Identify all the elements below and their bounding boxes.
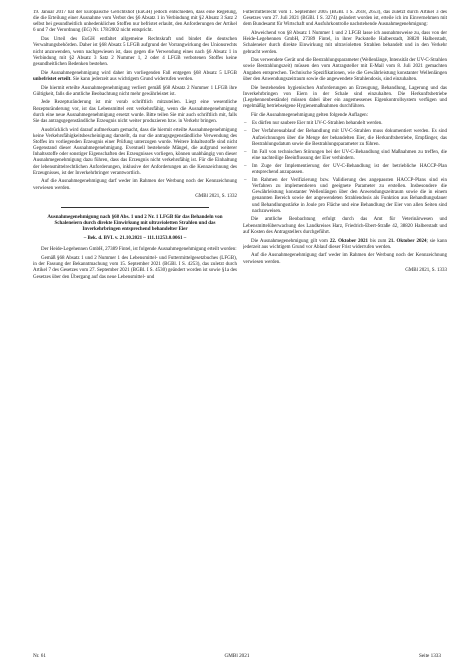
publication-reference: GMBl 2021, S. 1332 — [195, 194, 237, 200]
bold-date: 22. Oktober 2021 — [329, 238, 369, 244]
paragraph: Die bestehenden hygienischen Anforderungen an Erzeugung, Behandlung, Lagerung und das Inverkehrbringen von Eiern in der Schale sind einzuhalten. Die Herkunftsbetriebe (Legehennenbestände) müssen dabei über ein angemessenes Eigenkontrollsystem verfügen und regelmäßig betriebseigene Hygienemaßnahmen durchführen. — [243, 85, 447, 109]
right-column — [243, 10, 447, 642]
text-run: bis zum — [368, 238, 389, 244]
paragraph: Der Heide-Legehennen GmbH, 27389 Fintel, ist folgende Ausnahmegenehmigung erteilt worden: — [41, 247, 237, 253]
issue-number: Nr. 61 — [33, 653, 46, 659]
paragraph: Das Urteil des EuGH entfaltet allgemeine Rechtskraft und bindet die deutschen Verwaltungsbehörden. Daher ist §68 Absatz 5 LFGB aufgrund der Vorrangwirkung des Unionsrechts nicht anzuwenden, wenn nachgewiesen ist, dass gegen die Verwendung eines nach §6 Absatz 1 in Verbindung mit §2 Absatz 3 Satz 2 Nummer 1, 2 oder 4 LFGB verbotenen Stoffes keine gesundheitlichen Bedenken bestehen. — [33, 37, 237, 67]
bold-date: 21. Oktober 2024 — [388, 238, 427, 244]
list-item: – Im Zuge der Implementierung der UV-C-Behandlung ist der betriebliche HACCP-Plan entsprechend anzupassen. — [243, 164, 447, 176]
paragraph — [33, 71, 237, 83]
paragraph: Abweichend von §8 Absatz 1 Nummer 1 und 2 LFGB lasse ich ausnahmsweise zu, dass von der Heide-Legehennen GmbH, 27389 Fintel, in ihrer Packstelle Halberstadt, 38820 Halberstadt, Schaleneier durch direkte Einwirkung mit ultravioletten Strahlen behandelt und in den Verkehr gebracht werden. — [243, 31, 447, 55]
text-run: Die Ausnahmegenehmigung wird daher im vorliegenden Fall entgegen §68 Absatz 5 LFGB — [41, 70, 237, 76]
paragraph: Auf die Ausnahmegenehmigung darf weder im Rahmen der Werbung noch der Kennzeichnung verwiesen werden. — [33, 179, 237, 191]
journal-name: GMBl 2021 — [224, 653, 250, 659]
paragraph: Für die Ausnahmegenehmigung gelten folgende Auflagen: — [251, 112, 369, 118]
paragraph: Das verwendete Gerät und die Bestrahlungsparameter (Wellenlänge, Intensität der UV-C-Strahlen sowie Bestrahlungszeit) müssen den vom Antragsteller mit E-Mail vom 8. Juli 2021 gemachten Angaben entsprechen. Technische Spezifikationen, wie die Gewährleistung konstanter Wellenlängen über den Anwendungszeitraum sowie die angewendete Strahlendosis, sind einzuhalten. — [243, 58, 447, 82]
text-run: ; sie kann jederzeit aus wichtigem Grund vor Ablauf dieser Frist widerrufen werden. — [243, 238, 447, 250]
paragraph: Ausdrücklich wird darauf aufmerksam gemacht, dass die hiermit erteilte Ausnahmegenehmigung keine Verkehrsfähigkeitsbescheinigung darstellt, da nur die antragsgegenständliche Verwendung des Stoffes im vorliegenden Erzeugnis einer Prüfung unterzogen wurde. Weitere Inhaltsstoffe sind nicht Gegenstand dieser Ausnahmegenehmigung. Eventuell bestehende Mängel, die aufgrund weiterer Inhaltsstoffe oder sonstiger Eigenschaften des Erzeugnisses vorliegen, können unabhängig von dieser Ausnahmegenehmigung dazu führen, dass das Erzeugnis nicht verkehrsfähig ist. Für die Einhaltung der lebensmittelrechtlichen Anforderungen, inklusive der Anforderungen an die Kennzeichnung des Erzeugnisses, ist der Inverkehrbringer verantwortlich. — [33, 127, 237, 176]
paragraph: 19. Januar 2017 hat der Europäische Gerichtshof (EuGH) jedoch entschieden, dass eine Regelung, die die Erteilung einer Ausnahme vom Verbot des §6 Absatz 1 in Verbindung mit §2 Absatz 3 Satz 2 selbst bei gesundheitlich unbedenklichen Stoffen nur befristet erlaubt, den Anforderungen der Artikel 6 und 7 der Verordnung (EG) Nr. 178/2002 nicht entspricht. — [33, 10, 237, 34]
text-run: Die Ausnahmegenehmigung gilt vom — [251, 238, 330, 244]
paragraph — [243, 239, 447, 251]
list-item: – Im Fall von technischen Störungen bei der UV-C-Behandlung sind Maßnahmen zu treffen, die eine nachteilige Beeinflussung der Eier verhindern. — [243, 150, 447, 162]
paragraph: Die hiermit erteilte Ausnahmegenehmigung verliert gemäß §68 Absatz 2 Nummer 1 LFGB ihre Gültigkeit, falls die amtliche Beobachtung nicht mehr gewährleistet ist. — [33, 85, 237, 97]
paragraph: Jede Rezepturänderung ist mir vorab schriftlich mitzuteilen. Liegt eine wesentliche Rezepturänderung vor, ist das Lebensmittel erst verkehrsfähig, wenn die Ausnahmegenehmigung durch eine neue Ausnahmegenehmigung ersetzt wurde. Bitte teilen Sie mir auch schriftlich mit, falls Sie das antragsgegenständliche Erzeugnis nicht weiter produzieren bzw. in Verkehr bringen. — [33, 100, 237, 124]
paragraph: Gemäß §68 Absatz 1 und 2 Nummer 1 des Lebensmittel- und Futtermittelgesetzbuches (LFGB), in der Fassung der Bekanntmachung vom 15. September 2021 (BGBl. I S. 4253), das zuletzt durch Artikel 7 des Gesetzes vom 27. September 2021 (BGBl. I S. 4530) geändert worden ist sowie §1a des Gesetzes über den Übergang auf das neue Lebensmittel- und — [33, 256, 237, 280]
section-divider — [61, 207, 209, 208]
list-item: – Es dürfen nur saubere Eier mit UV-C-Strahlen behandelt werden. — [243, 121, 447, 127]
list-item: – Im Rahmen der Verifizierung bzw. Validierung des angepassten HACCP-Plans sind ein Verfahren zu implementieren und geeignete Parameter zu erstellen. Insbesondere die Gewährleistung konstanter Wellenlängen über den Anwendungszeitraum sowie die in einem genannten Bereich sowie der angewendeten Strahlendosis als Funktion aus Behandlungsdauer und Behandlungsstärke in Joule pro Fläche und eine Behandlung der Eier von allen Seiten sind nachzuweisen. — [243, 178, 447, 215]
conditions-list — [243, 121, 447, 214]
bold-text: unbefristet erteilt — [33, 76, 71, 82]
paragraph: Futtermittelrecht vom 1. September 2005 (BGBl. I S. 2618, 2653), das zuletzt durch Artikel 3 des Gesetzes vom 27. Juli 2021 (BGBl. I S. 3274) geändert worden ist, erteile ich im Einvernehmen mit dem Bundesamt für Wirtschaft und Ausfuhrkontrolle nachstehende Ausnahmegenehmigung: — [243, 10, 447, 28]
paragraph: Die amtliche Beobachtung erfolgt durch das Amt für Veterinärwesen und Lebensmittelüberwachung des Landkreises Harz, Friedrich-Ebert-Straße 42, 38820 Halberstadt und auf Kosten des Antragstellers durchgeführt. — [243, 217, 447, 235]
text-run: . Sie kann jederzeit aus wichtigem Grund widerrufen werden. — [70, 76, 194, 82]
section-heading: Ausnahmegenehmigung nach §68 Abs. 1 und 2 Nr. 1 LFGB für das Behandeln von Schaleneiern durch direkte Einwirkung mit ultravioletten Strahlen und das Inverkehrbringen entsprechend behandelter Eier — [47, 214, 223, 232]
list-item: – Der Verfahrensablauf der Behandlung mit UV-C-Strahlen muss dokumentiert werden. Es sind Aufzeichnungen über die Menge der behandelten Eier, die Herkunftsbetriebe, Empfänger, das Bestrahlungsdatum sowie die Bestrahlungsparameter zu führen. — [243, 129, 447, 147]
section-subheading: – Bek. d. BVL v. 21.10.2021 – 111.11253.0.0061 – — [83, 236, 187, 242]
page-number: Seite 1333 — [418, 653, 441, 659]
paragraph: Auf die Ausnahmegenehmigung darf weder im Rahmen der Werbung noch der Kennzeichnung verwiesen werden. — [243, 253, 447, 265]
publication-reference: GMBl 2021, S. 1333 — [405, 268, 447, 274]
page-footer — [33, 652, 441, 660]
left-column — [33, 10, 237, 642]
